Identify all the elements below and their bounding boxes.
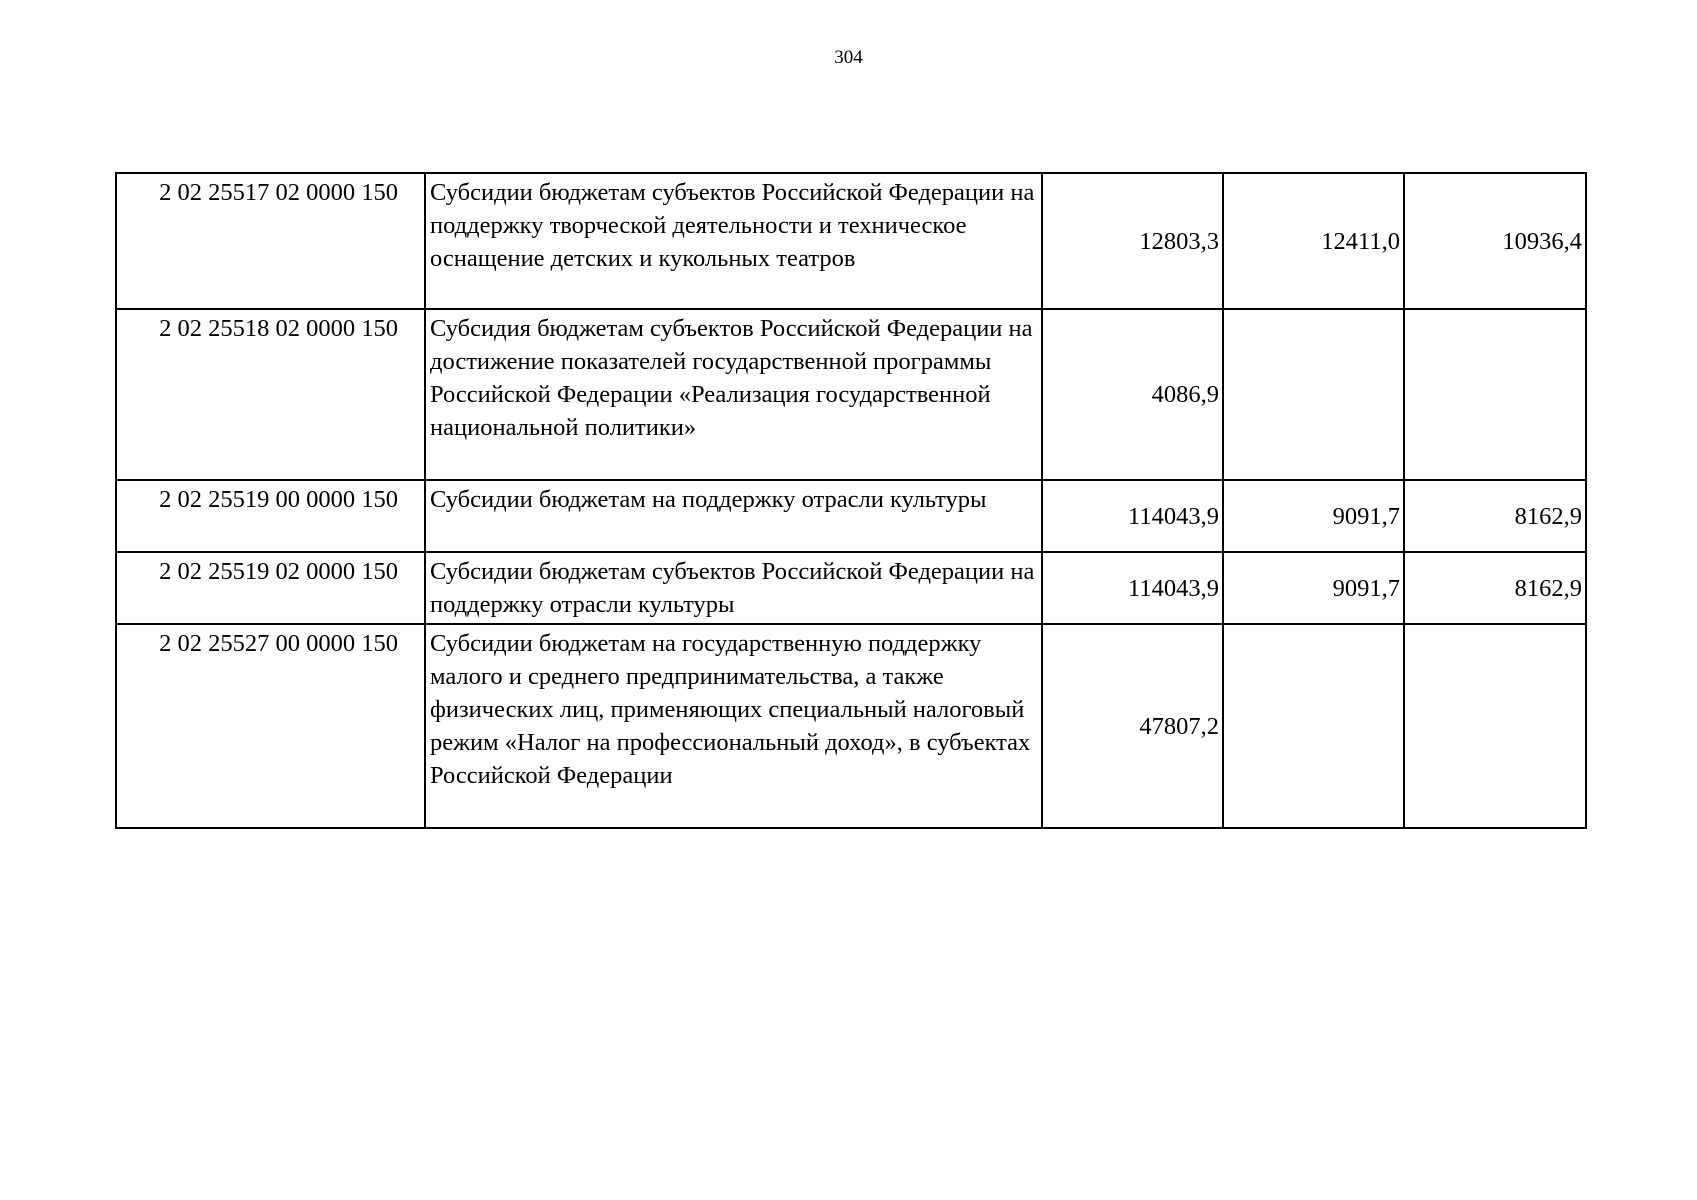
- amount-year-3: 8162,9: [1404, 480, 1586, 552]
- amount-year-3: 8162,9: [1404, 552, 1586, 624]
- amount-year-3: [1404, 624, 1586, 828]
- budget-item-name: Субсидия бюджетам субъектов Российской Федерации на достижение показателей государственной программы Российской Федерации «Реализация государственной национальной политики»: [425, 309, 1042, 480]
- table-row: [116, 624, 1586, 828]
- budget-item-name: Субсидии бюджетам на поддержку отрасли культуры: [425, 480, 1042, 552]
- amount-year-3: 10936,4: [1404, 173, 1586, 309]
- budget-item-name: Субсидии бюджетам субъектов Российской Федерации на поддержку творческой деятельности и техническое оснащение детских и кукольных театров: [425, 173, 1042, 309]
- budget-code: 2 02 25519 00 0000 150: [116, 480, 425, 552]
- amount-year-1: 114043,9: [1042, 480, 1223, 552]
- amount-year-2: 9091,7: [1223, 480, 1404, 552]
- amount-year-2: [1223, 624, 1404, 828]
- budget-code: 2 02 25518 02 0000 150: [116, 309, 425, 480]
- table-row: [116, 173, 1586, 309]
- amount-year-2: 9091,7: [1223, 552, 1404, 624]
- amount-year-3: [1404, 309, 1586, 480]
- table-row: [116, 480, 1586, 552]
- budget-item-name: Субсидии бюджетам на государственную поддержку малого и среднего предпринимательства, а также физических лиц, применяющих специальный налоговый режим «Налог на профессиональный доход», в субъектах Российской Федерации: [425, 624, 1042, 828]
- budget-code: 2 02 25519 02 0000 150: [116, 552, 425, 624]
- amount-year-2: 12411,0: [1223, 173, 1404, 309]
- amount-year-1: 4086,9: [1042, 309, 1223, 480]
- amount-year-1: 12803,3: [1042, 173, 1223, 309]
- budget-code: 2 02 25527 00 0000 150: [116, 624, 425, 828]
- budget-table: [115, 172, 1587, 829]
- budget-code: 2 02 25517 02 0000 150: [116, 173, 425, 309]
- page-number: 304: [834, 47, 863, 68]
- table-row: [116, 552, 1586, 624]
- budget-item-name: Субсидии бюджетам субъектов Российской Федерации на поддержку отрасли культуры: [425, 552, 1042, 624]
- table-row: [116, 309, 1586, 480]
- amount-year-2: [1223, 309, 1404, 480]
- amount-year-1: 47807,2: [1042, 624, 1223, 828]
- amount-year-1: 114043,9: [1042, 552, 1223, 624]
